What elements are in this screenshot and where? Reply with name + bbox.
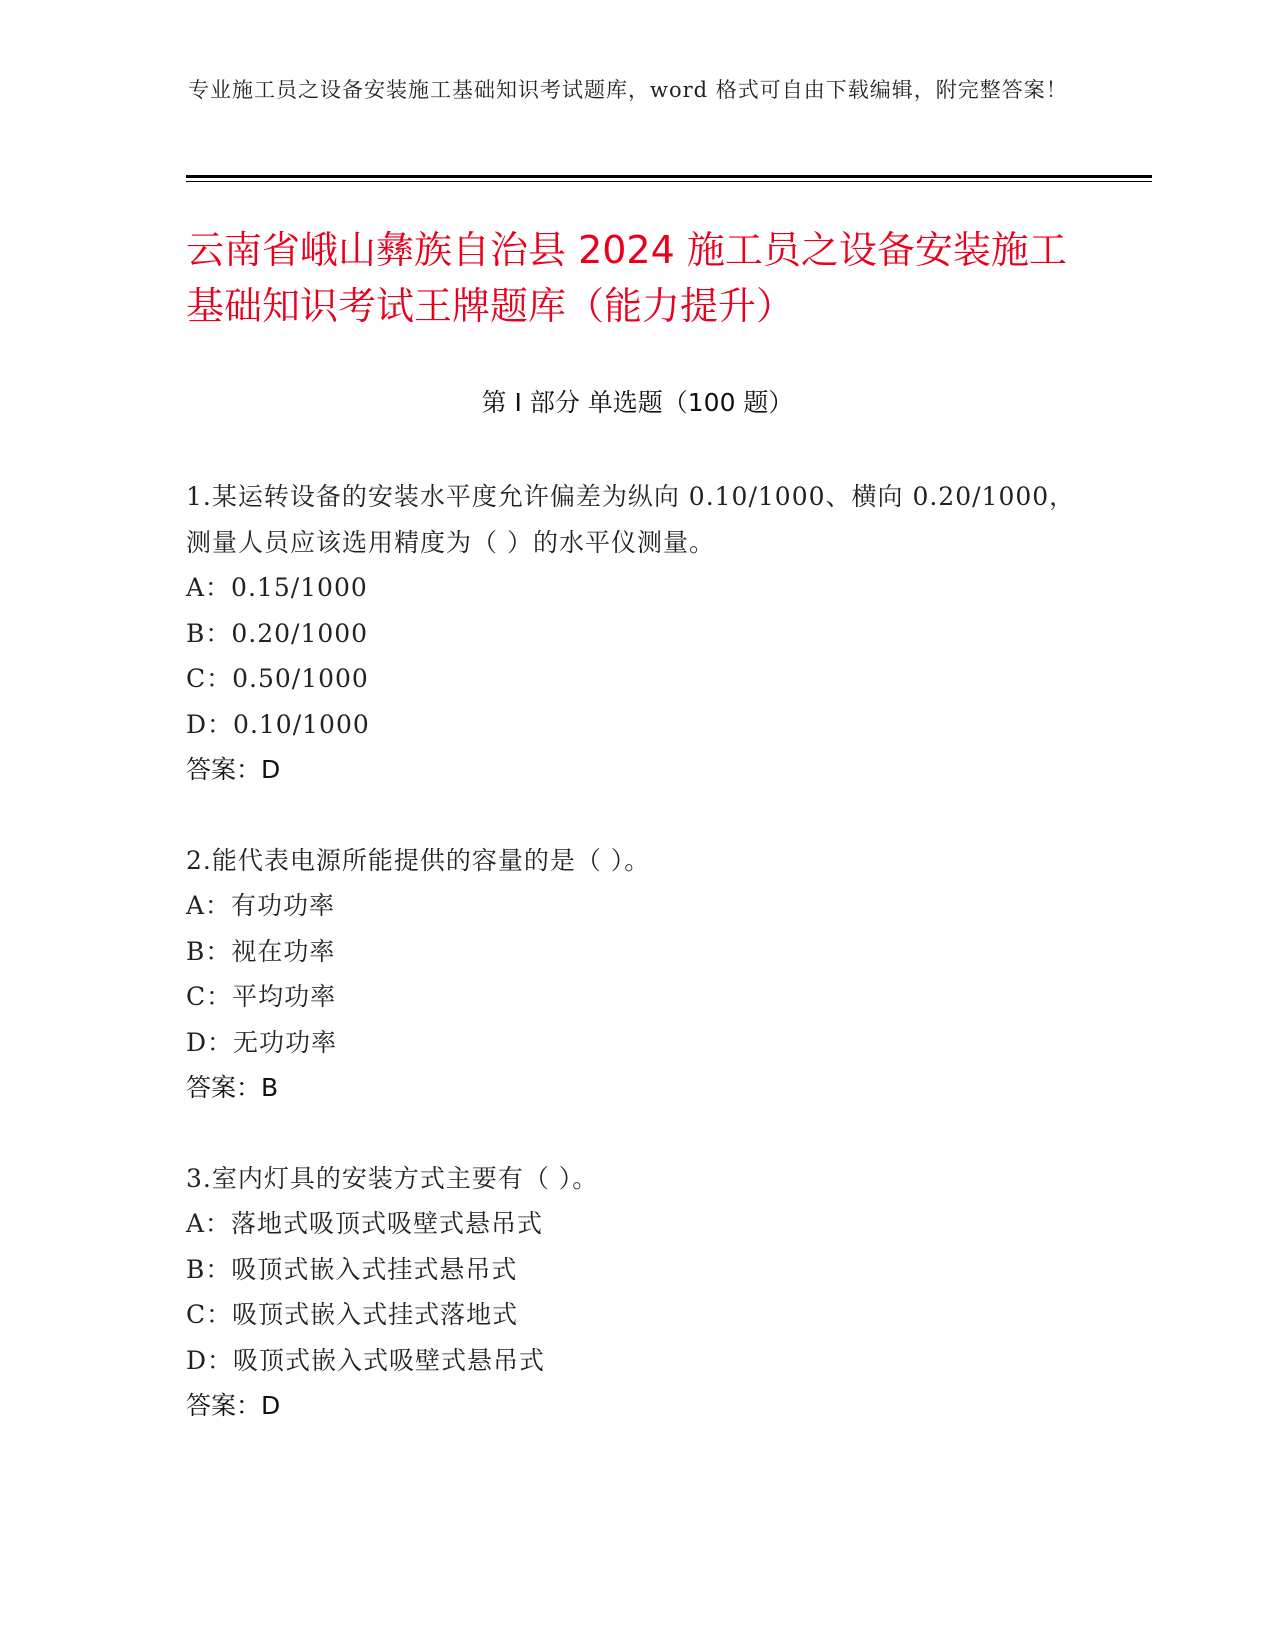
header-rule-thin: [186, 181, 1152, 182]
option-d: D：无功功率: [186, 1027, 338, 1057]
option-a: A：0.15/1000: [186, 573, 368, 602]
question-2: [186, 838, 1086, 1111]
section-heading: 第 I 部分 单选题（100 题）: [481, 388, 794, 417]
question-3: [186, 1156, 1086, 1429]
header-rule-thick: [186, 175, 1152, 178]
answer: 答案：B: [186, 1073, 279, 1102]
question-1: [186, 474, 1086, 793]
question-list: [186, 474, 1086, 1474]
option-a: A：有功功率: [186, 891, 336, 920]
question-stem: 3.室内灯具的安装方式主要有（ ）。: [186, 1163, 599, 1193]
option-b: B：吸顶式嵌入式挂式悬吊式: [186, 1254, 518, 1284]
document-title: 云南省峨山彝族自治县 2024 施工员之设备安装施工基础知识考试王牌题库（能力提升）: [186, 228, 1067, 328]
option-d: D：0.10/1000: [186, 709, 370, 739]
answer: 答案：D: [186, 755, 281, 784]
option-c: C：吸顶式嵌入式挂式落地式: [186, 1300, 519, 1329]
answer: 答案：D: [186, 1391, 281, 1420]
question-stem: 2.能代表电源所能提供的容量的是（ ）。: [186, 845, 651, 875]
question-stem: 1.某运转设备的安装水平度允许偏差为纵向 0.10/1000、横向 0.20/1000，测量人员应该选用精度为（ ）的水平仪测量。: [186, 482, 1076, 557]
header-note: 专业施工员之设备安装施工基础知识考试题库，word 格式可自由下载编辑，附完整答案！: [188, 78, 1068, 102]
option-d: D：吸顶式嵌入式吸壁式悬吊式: [186, 1345, 546, 1375]
option-a: A：落地式吸顶式吸壁式悬吊式: [186, 1209, 544, 1238]
option-c: C：平均功率: [186, 982, 337, 1011]
option-c: C：0.50/1000: [186, 664, 369, 693]
option-b: B：视在功率: [186, 936, 336, 966]
option-b: B：0.20/1000: [186, 618, 369, 648]
